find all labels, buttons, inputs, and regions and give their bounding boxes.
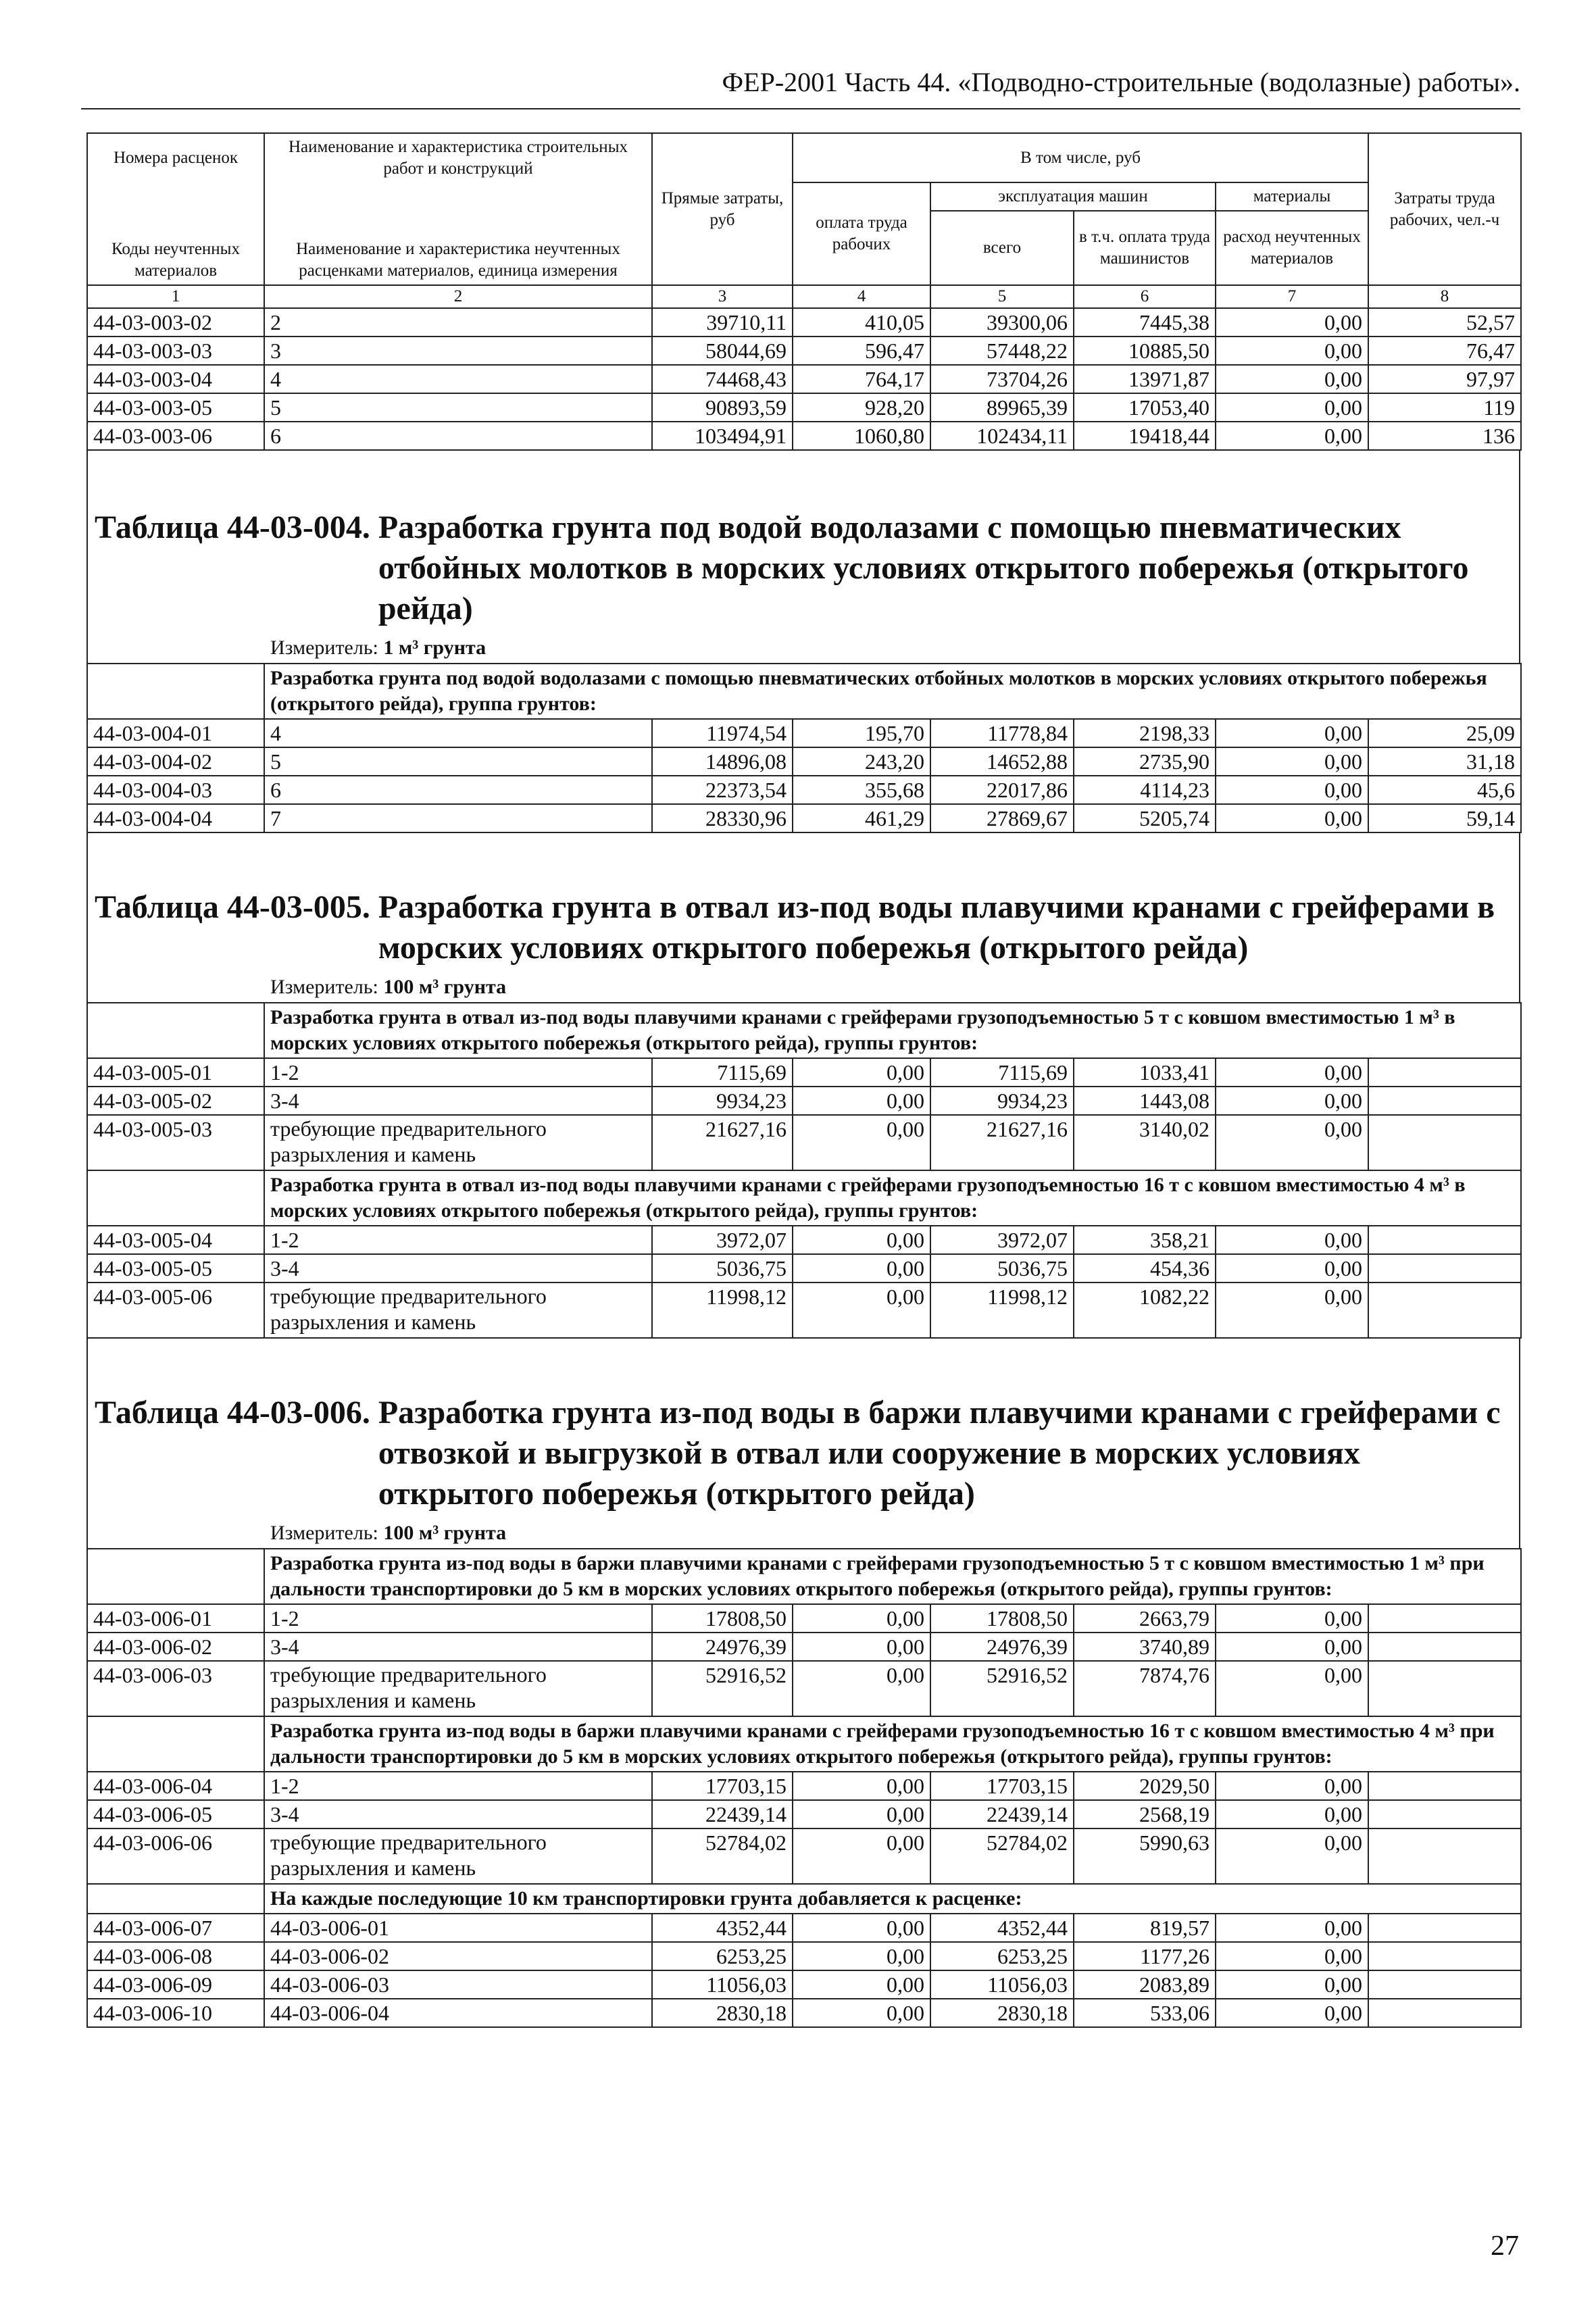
direct-costs-cell: 4352,44 [652, 1914, 793, 1942]
machine-total-cell: 5036,75 [930, 1254, 1074, 1283]
materials-cell: 0,00 [1216, 776, 1368, 804]
worker-pay-cell: 410,05 [793, 308, 930, 337]
machinist-pay-cell: 7874,76 [1074, 1661, 1216, 1716]
machine-total-cell: 22439,14 [930, 1800, 1074, 1828]
worker-pay-cell: 0,00 [793, 1999, 930, 2027]
hdr-direct-costs: Прямые затраты, руб [652, 133, 793, 285]
materials-cell: 0,00 [1216, 1604, 1368, 1633]
rate-name-cell: 3-4 [264, 1633, 652, 1661]
materials-cell: 0,00 [1216, 1115, 1368, 1170]
table-row [87, 1115, 1521, 1170]
labor-hours-cell [1368, 1800, 1521, 1828]
subsection-blank [87, 664, 264, 719]
colnum-6: 6 [1074, 285, 1216, 308]
measure-unit: Измеритель: 1 м³ грунта [270, 637, 487, 659]
subsection-title: Разработка грунта в отвал из-под воды плавучими кранами с грейферами грузоподъемностью 5 т с ковшом вместимостью 1 м³ в морских условиях открытого побережья (открытого рейда), группы грунтов: [264, 1003, 1521, 1058]
materials-cell: 0,00 [1216, 1999, 1368, 2027]
machine-total-cell: 11056,03 [930, 1970, 1074, 1999]
labor-hours-cell: 52,57 [1368, 308, 1521, 337]
table-label: Таблица 44-03-006. [95, 1395, 370, 1430]
colnum-7: 7 [1216, 285, 1368, 308]
rate-code-cell: 44-03-004-02 [87, 747, 264, 776]
rate-code-cell: 44-03-004-03 [87, 776, 264, 804]
rate-name-cell: 44-03-006-01 [264, 1914, 652, 1942]
machine-total-cell: 17703,15 [930, 1772, 1074, 1800]
subsection-blank [87, 1884, 264, 1914]
materials-cell: 0,00 [1216, 1914, 1368, 1942]
machine-total-cell: 11998,12 [930, 1283, 1074, 1338]
rate-code-cell: 44-03-005-05 [87, 1254, 264, 1283]
rate-name-cell: 6 [264, 776, 652, 804]
hdr-col2-top: Наименование и характеристика строительных работ и конструкций [264, 133, 652, 182]
labor-hours-cell [1368, 1604, 1521, 1633]
materials-cell: 0,00 [1216, 1633, 1368, 1661]
table-row [87, 1970, 1521, 1999]
labor-hours-cell [1368, 1999, 1521, 2027]
labor-hours-cell [1368, 1058, 1521, 1087]
labor-hours-cell [1368, 1226, 1521, 1254]
labor-hours-cell: 45,6 [1368, 776, 1521, 804]
machine-total-cell: 73704,26 [930, 365, 1074, 393]
labor-hours-cell [1368, 1661, 1521, 1716]
machinist-pay-cell: 3140,02 [1074, 1115, 1216, 1170]
machine-total-cell: 89965,39 [930, 393, 1074, 422]
rate-code-cell: 44-03-005-04 [87, 1226, 264, 1254]
hdr-mat-use: расход неучтенных материалов [1216, 211, 1368, 285]
direct-costs-cell: 39710,11 [652, 308, 793, 337]
materials-cell: 0,00 [1216, 1828, 1368, 1884]
machinist-pay-cell: 1443,08 [1074, 1087, 1216, 1115]
rate-code-cell: 44-03-003-05 [87, 393, 264, 422]
machinist-pay-cell: 2568,19 [1074, 1800, 1216, 1828]
table-row [87, 1914, 1521, 1942]
section-44-03-005 [86, 833, 1520, 1002]
worker-pay-cell: 0,00 [793, 1254, 930, 1283]
table-row [87, 1772, 1521, 1800]
labor-hours-cell: 25,09 [1368, 719, 1521, 747]
direct-costs-cell: 103494,91 [652, 422, 793, 450]
materials-cell: 0,00 [1216, 308, 1368, 337]
machine-total-cell: 22017,86 [930, 776, 1074, 804]
table-title-text: Разработка грунта под водой водолазами с помощью пневматических отбойных молотков в морских условиях открытого побережья (открытого рейда) [378, 509, 1469, 626]
direct-costs-cell: 58044,69 [652, 337, 793, 365]
worker-pay-cell: 243,20 [793, 747, 930, 776]
colnum-3: 3 [652, 285, 793, 308]
materials-cell: 0,00 [1216, 1772, 1368, 1800]
table-row [87, 747, 1521, 776]
machine-total-cell: 3972,07 [930, 1226, 1074, 1254]
worker-pay-cell: 0,00 [793, 1633, 930, 1661]
machinist-pay-cell: 19418,44 [1074, 422, 1216, 450]
subsection-row [87, 1716, 1521, 1772]
subsection-title: Разработка грунта в отвал из-под воды плавучими кранами с грейферами грузоподъемностью 16 т с ковшом вместимостью 4 м³ в морских условиях открытого побережья (открытого рейда), группы грунтов: [264, 1170, 1521, 1226]
materials-cell: 0,00 [1216, 1226, 1368, 1254]
labor-hours-cell: 136 [1368, 422, 1521, 450]
hdr-labor: Затраты труда рабочих, чел.-ч [1368, 133, 1521, 285]
direct-costs-cell: 21627,16 [652, 1115, 793, 1170]
table-row [87, 1087, 1521, 1115]
machinist-pay-cell: 2663,79 [1074, 1604, 1216, 1633]
labor-hours-cell: 59,14 [1368, 804, 1521, 832]
hdr-materials: материалы [1216, 182, 1368, 211]
machine-total-cell: 39300,06 [930, 308, 1074, 337]
hdr-col2-bottom: Наименование и характеристика неучтенных расценками материалов, единица измерения [264, 182, 652, 285]
page-body [86, 132, 1520, 2028]
machine-total-cell: 6253,25 [930, 1942, 1074, 1970]
direct-costs-cell: 7115,69 [652, 1058, 793, 1087]
page-number: 27 [1491, 2231, 1519, 2262]
rate-name-cell: 5 [264, 747, 652, 776]
rate-name-cell: 3-4 [264, 1087, 652, 1115]
machine-total-cell: 52784,02 [930, 1828, 1074, 1884]
table-row [87, 422, 1521, 450]
rate-name-cell: 1-2 [264, 1772, 652, 1800]
rate-code-cell: 44-03-006-04 [87, 1772, 264, 1800]
subsection-row [87, 1549, 1521, 1604]
machinist-pay-cell: 17053,40 [1074, 393, 1216, 422]
materials-cell: 0,00 [1216, 1661, 1368, 1716]
labor-hours-cell [1368, 1914, 1521, 1942]
machine-total-cell: 52916,52 [930, 1661, 1074, 1716]
rate-name-cell: требующие предварительного разрыхления и камень [264, 1283, 652, 1338]
machine-total-cell: 24976,39 [930, 1633, 1074, 1661]
colnum-2: 2 [264, 285, 652, 308]
rate-code-cell: 44-03-003-03 [87, 337, 264, 365]
machine-total-cell: 102434,11 [930, 422, 1074, 450]
materials-cell: 0,00 [1216, 1283, 1368, 1338]
hdr-in-total: В том числе, руб [793, 133, 1368, 182]
direct-costs-cell: 5036,75 [652, 1254, 793, 1283]
table-44-03-005 [86, 1002, 1522, 1339]
labor-hours-cell [1368, 1087, 1521, 1115]
rate-name-cell: 5 [264, 393, 652, 422]
materials-cell: 0,00 [1216, 1800, 1368, 1828]
table-row [87, 1999, 1521, 2027]
table-row [87, 1604, 1521, 1633]
measure-unit: Измеритель: 100 м³ грунта [270, 976, 507, 998]
subsection-blank [87, 1170, 264, 1226]
rate-code-cell: 44-03-003-02 [87, 308, 264, 337]
rate-code-cell: 44-03-005-06 [87, 1283, 264, 1338]
worker-pay-cell: 596,47 [793, 337, 930, 365]
direct-costs-cell: 17703,15 [652, 1772, 793, 1800]
machinist-pay-cell: 2735,90 [1074, 747, 1216, 776]
machine-total-cell: 21627,16 [930, 1115, 1074, 1170]
rate-code-cell: 44-03-006-06 [87, 1828, 264, 1884]
machinist-pay-cell: 2083,89 [1074, 1970, 1216, 1999]
table-row [87, 719, 1521, 747]
rate-name-cell: 1-2 [264, 1058, 652, 1087]
worker-pay-cell: 0,00 [793, 1942, 930, 1970]
subsection-title: Разработка грунта из-под воды в баржи плавучими кранами с грейферами грузоподъемностью 16 т с ковшом вместимостью 4 м³ при дальности транспортировки до 5 км в морских условиях открытого побережья (открытого рейда), группы грунтов: [264, 1716, 1521, 1772]
direct-costs-cell: 74468,43 [652, 365, 793, 393]
labor-hours-cell: 76,47 [1368, 337, 1521, 365]
direct-costs-cell: 9934,23 [652, 1087, 793, 1115]
rate-name-cell: 1-2 [264, 1226, 652, 1254]
worker-pay-cell: 195,70 [793, 719, 930, 747]
machinist-pay-cell: 1177,26 [1074, 1942, 1216, 1970]
table-44-03-004 [86, 663, 1522, 833]
labor-hours-cell [1368, 1254, 1521, 1283]
worker-pay-cell: 0,00 [793, 1058, 930, 1087]
rate-name-cell: 3-4 [264, 1800, 652, 1828]
subsection-blank [87, 1003, 264, 1058]
table-title-44-03-005 [88, 887, 1519, 968]
materials-cell: 0,00 [1216, 1970, 1368, 1999]
rate-code-cell: 44-03-004-04 [87, 804, 264, 832]
worker-pay-cell: 461,29 [793, 804, 930, 832]
section-44-03-006 [86, 1339, 1520, 1548]
rate-code-cell: 44-03-004-01 [87, 719, 264, 747]
machine-total-cell: 57448,22 [930, 337, 1074, 365]
colnum-5: 5 [930, 285, 1074, 308]
table-row [87, 1226, 1521, 1254]
rate-code-cell: 44-03-003-06 [87, 422, 264, 450]
rate-name-cell: 1-2 [264, 1604, 652, 1633]
rate-code-cell: 44-03-006-02 [87, 1633, 264, 1661]
rate-code-cell: 44-03-006-01 [87, 1604, 264, 1633]
machinist-pay-cell: 2029,50 [1074, 1772, 1216, 1800]
labor-hours-cell [1368, 1115, 1521, 1170]
materials-cell: 0,00 [1216, 1087, 1368, 1115]
worker-pay-cell: 0,00 [793, 1226, 930, 1254]
direct-costs-cell: 6253,25 [652, 1942, 793, 1970]
rate-name-cell: требующие предварительного разрыхления и камень [264, 1661, 652, 1716]
colnum-8: 8 [1368, 285, 1521, 308]
worker-pay-cell: 0,00 [793, 1772, 930, 1800]
worker-pay-cell: 0,00 [793, 1661, 930, 1716]
rate-name-cell: 6 [264, 422, 652, 450]
labor-hours-cell [1368, 1633, 1521, 1661]
machinist-pay-cell: 819,57 [1074, 1914, 1216, 1942]
measure-unit: Измеритель: 100 м³ грунта [270, 1522, 507, 1544]
rate-name-cell: 44-03-006-04 [264, 1999, 652, 2027]
rate-name-cell: требующие предварительного разрыхления и камень [264, 1828, 652, 1884]
machinist-pay-cell: 13971,87 [1074, 365, 1216, 393]
hdr-pay: оплата труда рабочих [793, 182, 930, 285]
rate-code-cell: 44-03-006-05 [87, 1800, 264, 1828]
subsection-row [87, 664, 1521, 719]
materials-cell: 0,00 [1216, 337, 1368, 365]
direct-costs-cell: 90893,59 [652, 393, 793, 422]
table-row [87, 1661, 1521, 1716]
direct-costs-cell: 11974,54 [652, 719, 793, 747]
table-row [87, 1942, 1521, 1970]
table-title-44-03-006 [88, 1393, 1519, 1514]
table-row [87, 1828, 1521, 1884]
machine-total-cell: 14652,88 [930, 747, 1074, 776]
table-row [87, 776, 1521, 804]
rate-name-cell: 3 [264, 337, 652, 365]
materials-cell: 0,00 [1216, 393, 1368, 422]
rate-code-cell: 44-03-005-03 [87, 1115, 264, 1170]
labor-hours-cell [1368, 1772, 1521, 1800]
colnum-1: 1 [87, 285, 264, 308]
machinist-pay-cell: 10885,50 [1074, 337, 1216, 365]
direct-costs-cell: 3972,07 [652, 1226, 793, 1254]
direct-costs-cell: 14896,08 [652, 747, 793, 776]
direct-costs-cell: 22373,54 [652, 776, 793, 804]
machine-total-cell: 2830,18 [930, 1999, 1074, 2027]
labor-hours-cell: 119 [1368, 393, 1521, 422]
machine-total-cell: 4352,44 [930, 1914, 1074, 1942]
subsection-title: На каждые последующие 10 км транспортировки грунта добавляется к расценке: [264, 1884, 1521, 1914]
rate-name-cell: 44-03-006-02 [264, 1942, 652, 1970]
labor-hours-cell [1368, 1828, 1521, 1884]
subsection-row [87, 1884, 1521, 1914]
materials-cell: 0,00 [1216, 747, 1368, 776]
header-table [86, 132, 1522, 451]
rate-name-cell: требующие предварительного разрыхления и камень [264, 1115, 652, 1170]
hdr-machines: эксплуатация машин [930, 182, 1216, 211]
running-head: ФЕР-2001 Часть 44. «Подводно-строительные (водолазные) работы». [722, 67, 1520, 97]
table-label: Таблица 44-03-004. [95, 509, 370, 545]
machinist-pay-cell: 3740,89 [1074, 1633, 1216, 1661]
machinist-pay-cell: 454,36 [1074, 1254, 1216, 1283]
subsection-title: Разработка грунта под водой водолазами с помощью пневматических отбойных молотков в морских условиях открытого побережья (открытого рейда), группа грунтов: [264, 664, 1521, 719]
table-row [87, 365, 1521, 393]
column-numbers [87, 285, 1521, 308]
rate-name-cell: 4 [264, 719, 652, 747]
materials-cell: 0,00 [1216, 719, 1368, 747]
rate-code-cell: 44-03-006-08 [87, 1942, 264, 1970]
rate-name-cell: 4 [264, 365, 652, 393]
machinist-pay-cell: 533,06 [1074, 1999, 1216, 2027]
table-row [87, 1254, 1521, 1283]
table-title-text: Разработка грунта в отвал из-под воды плавучими кранами с грейферами в морских условиях открытого побережья (открытого рейда) [378, 889, 1495, 966]
hdr-all: всего [930, 211, 1074, 285]
direct-costs-cell: 52784,02 [652, 1828, 793, 1884]
hdr-incl-pay: в т.ч. оплата труда машинистов [1074, 211, 1216, 285]
header-rule [81, 108, 1520, 109]
worker-pay-cell: 928,20 [793, 393, 930, 422]
direct-costs-cell: 11056,03 [652, 1970, 793, 1999]
materials-cell: 0,00 [1216, 1058, 1368, 1087]
table-row [87, 393, 1521, 422]
machinist-pay-cell: 5990,63 [1074, 1828, 1216, 1884]
direct-costs-cell: 24976,39 [652, 1633, 793, 1661]
table-row [87, 1058, 1521, 1087]
table-44-03-003-rows [87, 308, 1521, 450]
machine-total-cell: 17808,50 [930, 1604, 1074, 1633]
table-title-text: Разработка грунта из-под воды в баржи плавучими кранами с грейферами с отвозкой и выгрузкой в отвал или сооружение в морских условиях открытого побережья (открытого рейда) [378, 1395, 1501, 1512]
rate-code-cell: 44-03-005-02 [87, 1087, 264, 1115]
labor-hours-cell: 97,97 [1368, 365, 1521, 393]
worker-pay-cell: 355,68 [793, 776, 930, 804]
subsection-row [87, 1003, 1521, 1058]
table-row [87, 1283, 1521, 1338]
rate-code-cell: 44-03-003-04 [87, 365, 264, 393]
machinist-pay-cell: 7445,38 [1074, 308, 1216, 337]
machine-total-cell: 9934,23 [930, 1087, 1074, 1115]
hdr-col1-bottom: Коды неучтенных материалов [87, 182, 264, 285]
rate-code-cell: 44-03-006-09 [87, 1970, 264, 1999]
machine-total-cell: 11778,84 [930, 719, 1074, 747]
direct-costs-cell: 28330,96 [652, 804, 793, 832]
machinist-pay-cell: 358,21 [1074, 1226, 1216, 1254]
worker-pay-cell: 0,00 [793, 1914, 930, 1942]
direct-costs-cell: 52916,52 [652, 1661, 793, 1716]
labor-hours-cell [1368, 1970, 1521, 1999]
table-title-44-03-004 [88, 507, 1519, 629]
colnum-4: 4 [793, 285, 930, 308]
worker-pay-cell: 0,00 [793, 1604, 930, 1633]
table-row [87, 804, 1521, 832]
subsection-blank [87, 1716, 264, 1772]
materials-cell: 0,00 [1216, 365, 1368, 393]
worker-pay-cell: 0,00 [793, 1970, 930, 1999]
materials-cell: 0,00 [1216, 804, 1368, 832]
rate-name-cell: 7 [264, 804, 652, 832]
labor-hours-cell: 31,18 [1368, 747, 1521, 776]
table-row [87, 308, 1521, 337]
labor-hours-cell [1368, 1942, 1521, 1970]
machine-total-cell: 7115,69 [930, 1058, 1074, 1087]
subsection-blank [87, 1549, 264, 1604]
worker-pay-cell: 764,17 [793, 365, 930, 393]
machinist-pay-cell: 1033,41 [1074, 1058, 1216, 1087]
machinist-pay-cell: 4114,23 [1074, 776, 1216, 804]
direct-costs-cell: 2830,18 [652, 1999, 793, 2027]
materials-cell: 0,00 [1216, 1254, 1368, 1283]
rate-code-cell: 44-03-006-10 [87, 1999, 264, 2027]
labor-hours-cell [1368, 1283, 1521, 1338]
machinist-pay-cell: 5205,74 [1074, 804, 1216, 832]
materials-cell: 0,00 [1216, 422, 1368, 450]
worker-pay-cell: 0,00 [793, 1800, 930, 1828]
direct-costs-cell: 11998,12 [652, 1283, 793, 1338]
direct-costs-cell: 17808,50 [652, 1604, 793, 1633]
machinist-pay-cell: 1082,22 [1074, 1283, 1216, 1338]
machinist-pay-cell: 2198,33 [1074, 719, 1216, 747]
rate-name-cell: 3-4 [264, 1254, 652, 1283]
rate-name-cell: 44-03-006-03 [264, 1970, 652, 1999]
table-row [87, 337, 1521, 365]
worker-pay-cell: 0,00 [793, 1828, 930, 1884]
section-44-03-004 [86, 451, 1520, 663]
machine-total-cell: 27869,67 [930, 804, 1074, 832]
table-row [87, 1633, 1521, 1661]
table-label: Таблица 44-03-005. [95, 889, 370, 925]
rate-code-cell: 44-03-006-07 [87, 1914, 264, 1942]
subsection-row [87, 1170, 1521, 1226]
worker-pay-cell: 0,00 [793, 1115, 930, 1170]
rate-name-cell: 2 [264, 308, 652, 337]
subsection-title: Разработка грунта из-под воды в баржи плавучими кранами с грейферами грузоподъемностью 5 т с ковшом вместимостью 1 м³ при дальности транспортировки до 5 км в морских условиях открытого побережья (открытого рейда), группы грунтов: [264, 1549, 1521, 1604]
worker-pay-cell: 1060,80 [793, 422, 930, 450]
worker-pay-cell: 0,00 [793, 1087, 930, 1115]
rate-code-cell: 44-03-005-01 [87, 1058, 264, 1087]
materials-cell: 0,00 [1216, 1942, 1368, 1970]
table-44-03-006 [86, 1548, 1522, 2028]
worker-pay-cell: 0,00 [793, 1283, 930, 1338]
rate-code-cell: 44-03-006-03 [87, 1661, 264, 1716]
hdr-col1-top: Номера расценок [87, 133, 264, 182]
direct-costs-cell: 22439,14 [652, 1800, 793, 1828]
table-row [87, 1800, 1521, 1828]
